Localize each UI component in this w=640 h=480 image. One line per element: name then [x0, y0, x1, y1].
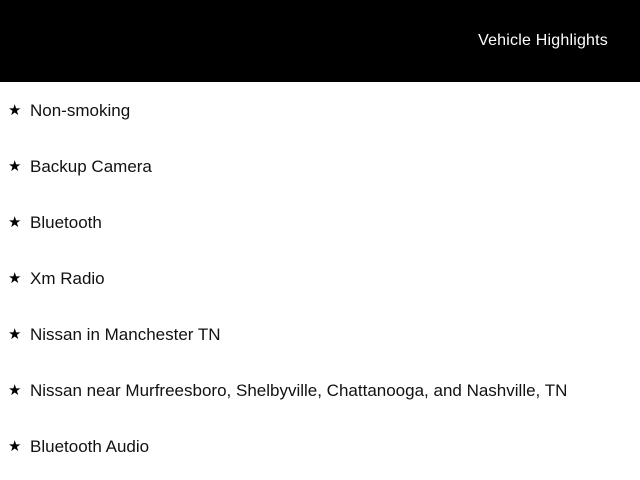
highlight-item	[0, 139, 640, 195]
star-icon: ★	[8, 101, 22, 119]
highlight-item	[0, 307, 640, 363]
star-icon: ★	[8, 157, 22, 175]
star-icon: ★	[8, 437, 22, 455]
star-icon: ★	[8, 213, 22, 231]
header-bar	[0, 0, 640, 82]
highlight-item	[0, 83, 640, 139]
highlight-label: Backup Camera	[30, 157, 152, 176]
highlight-label: Xm Radio	[30, 269, 105, 288]
highlight-label: Bluetooth Audio	[30, 437, 150, 456]
page-title: Vehicle Highlights	[478, 32, 608, 49]
highlight-label: Nissan in Manchester TN	[30, 325, 221, 344]
star-icon: ★	[8, 381, 22, 399]
highlight-label: Non-smoking	[30, 101, 131, 120]
highlight-item	[0, 251, 640, 307]
highlight-item	[0, 363, 640, 419]
highlights-list	[0, 82, 640, 475]
highlight-label: Bluetooth	[30, 213, 102, 232]
highlight-item	[0, 195, 640, 251]
star-icon: ★	[8, 269, 22, 287]
highlight-label: Nissan near Murfreesboro, Shelbyville, Chattanooga, and Nashville, TN	[30, 381, 568, 400]
highlight-item	[0, 419, 640, 475]
star-icon: ★	[8, 325, 22, 343]
